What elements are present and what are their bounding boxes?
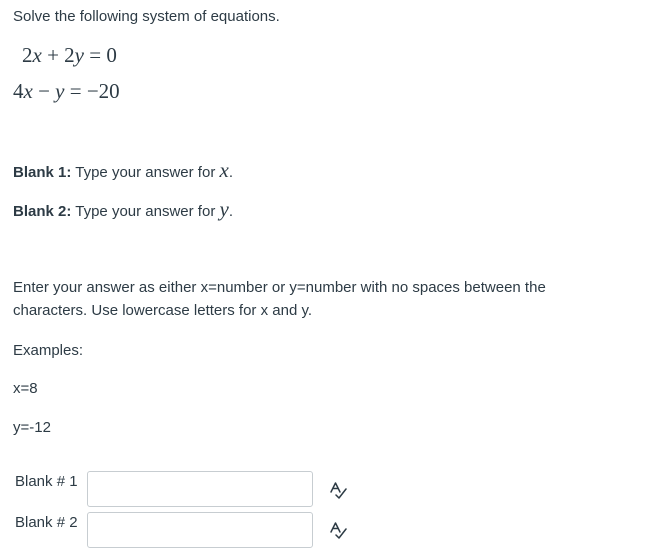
blank-2-label: Blank 2: <box>13 203 72 220</box>
blank-2-input[interactable] <box>87 512 313 548</box>
blank-1-label: Blank 1: <box>13 164 72 181</box>
equation-variable: y <box>74 43 84 67</box>
equation-2 <box>13 79 120 104</box>
equation-term: 4 <box>13 79 24 103</box>
blank-1-variable: x <box>219 158 229 182</box>
examples-heading: Examples: <box>13 342 84 359</box>
equation-term: − <box>32 79 56 103</box>
blank-2-text: Type your answer for <box>71 203 220 220</box>
blank-1-instruction <box>13 158 233 183</box>
example-1: x=8 <box>13 380 38 397</box>
equation-variable: y <box>55 79 65 103</box>
blank-2-instruction <box>13 197 233 222</box>
format-note-line-2: characters. Use lowercase letters for x and y. <box>13 302 313 319</box>
blank-2-end: . <box>228 203 233 220</box>
blank-2-variable: y <box>219 197 229 221</box>
spellcheck-icon[interactable] <box>329 521 347 539</box>
blank-1-input[interactable] <box>87 471 313 507</box>
equation-term: 2 <box>64 43 75 67</box>
equation-variable: x <box>32 43 42 67</box>
spellcheck-icon[interactable] <box>329 481 347 499</box>
equation-term: = −20 <box>64 79 120 103</box>
question-prompt: Solve the following system of equations. <box>13 8 280 25</box>
equation-term: 2 <box>22 43 33 67</box>
example-2: y=-12 <box>13 419 51 436</box>
equation-term: + <box>41 43 65 67</box>
blank-2-field-label: Blank # 2 <box>15 514 78 531</box>
equation-term: = 0 <box>84 43 117 67</box>
equation-variable: x <box>23 79 33 103</box>
blank-1-text: Type your answer for <box>71 164 220 181</box>
blank-1-end: . <box>228 164 233 181</box>
equation-1 <box>22 43 117 68</box>
format-note-line-1: Enter your answer as either x=number or y=number with no spaces between the <box>13 279 546 296</box>
blank-1-field-label: Blank # 1 <box>15 473 78 490</box>
